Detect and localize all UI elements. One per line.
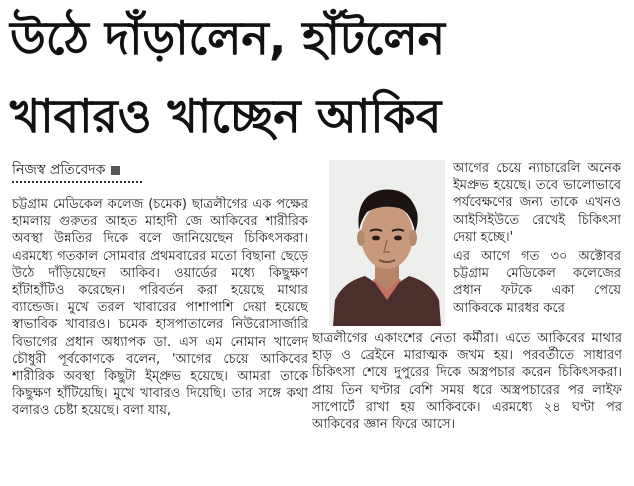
headline-line-1: উঠে দাঁড়ালেন, হাঁটলেন	[10, 11, 446, 65]
portrait-photo	[329, 160, 445, 326]
square-icon	[111, 166, 120, 175]
article-paragraph-left: চট্টগ্রাম মেডিকেল কলেজ (চমেক) ছাত্রলীগের এক পক্ষের হামলায় গুরুতর আহত মাহাদী জে আকিবের শারীরিক অবস্থা উন্নতির দিকে বলে জানিয়েছেন চিকিৎসকরা। এরমধ্যে গতকাল সোমবার প্রথমবারের মতো বিছানা ছেড়ে উঠে দাঁড়িয়েছেন আকিব। ওয়ার্ডের মধ্যে কিছুক্ষণ হাঁটাহাঁটিও করেছেন। পরিবর্তন করা হয়েছে মাথার ব্যান্ডেজ। মুখে তরল খাবারের পাশাপাশি দেয়া হয়েছে স্বাভাবিক খাবারও। চমেক হাসপাতালের নিউরোসার্জারি বিভাগের প্রধান অধ্যাপক ডা. এস এম নোমান খালেদ চৌধুরী পূর্বকোণকে বলেন, 'আগের চেয়ে আকিবের শারীরিক অবস্থা কিছুটা ইম্প্রুভ হয়েছে। আমরা তাকে কিছুক্ষণ হাঁটিয়েছি। মুখে খাবারও দিয়েছি। তার সঙ্গে কথা বলারও চেষ্টা হয়েছে। বলা যায়,	[12, 197, 308, 419]
article-paragraph-right-top: আগের চেয়ে ন্যাচারেলি অনেক ইমপ্রুভ হয়েছে। তবে ভালোভাবে পর্যবেক্ষণের জন্য তাকে এখনও আইসিইউতে রেখেই চিকিৎসা দেয়া হচ্ছে।'	[453, 161, 621, 245]
headline-line-2: খাবারও খাচ্ছেন আকিব	[10, 89, 442, 143]
dotted-divider	[12, 181, 142, 183]
article-paragraph-bottom: ছাত্রলীগের একাংশের নেতা কর্মীরা। এতে আকিবের মাথার হাড় ও ব্রেইনে মারাত্মক জখম হয়। পরবর্তীতে সাধারণ চিকিৎসা শেষে দুপুরের দিকে অস্ত্রপচার করেন চিকিৎসকরা। প্রায় তিন ঘণ্টার বেশি সময় ধরে অস্ত্রপচারের পর লাইফ সাপোর্টে রাখা হয় আকিবকে। এরমধ্যে ২৪ ঘণ্টা পর আকিবের জ্ঞান ফিরে আসে।	[312, 331, 622, 433]
article-paragraph-right-mid: এর আগে গত ৩০ অক্টোবর চট্টগ্রাম মেডিকেল কলেজের প্রধান ফটকে একা পেয়ে আকিবকে মারধর করে	[453, 249, 621, 316]
byline	[12, 161, 120, 179]
portrait-illustration	[329, 160, 445, 326]
byline-text: নিজস্ব প্রতিবেদক	[12, 162, 106, 178]
